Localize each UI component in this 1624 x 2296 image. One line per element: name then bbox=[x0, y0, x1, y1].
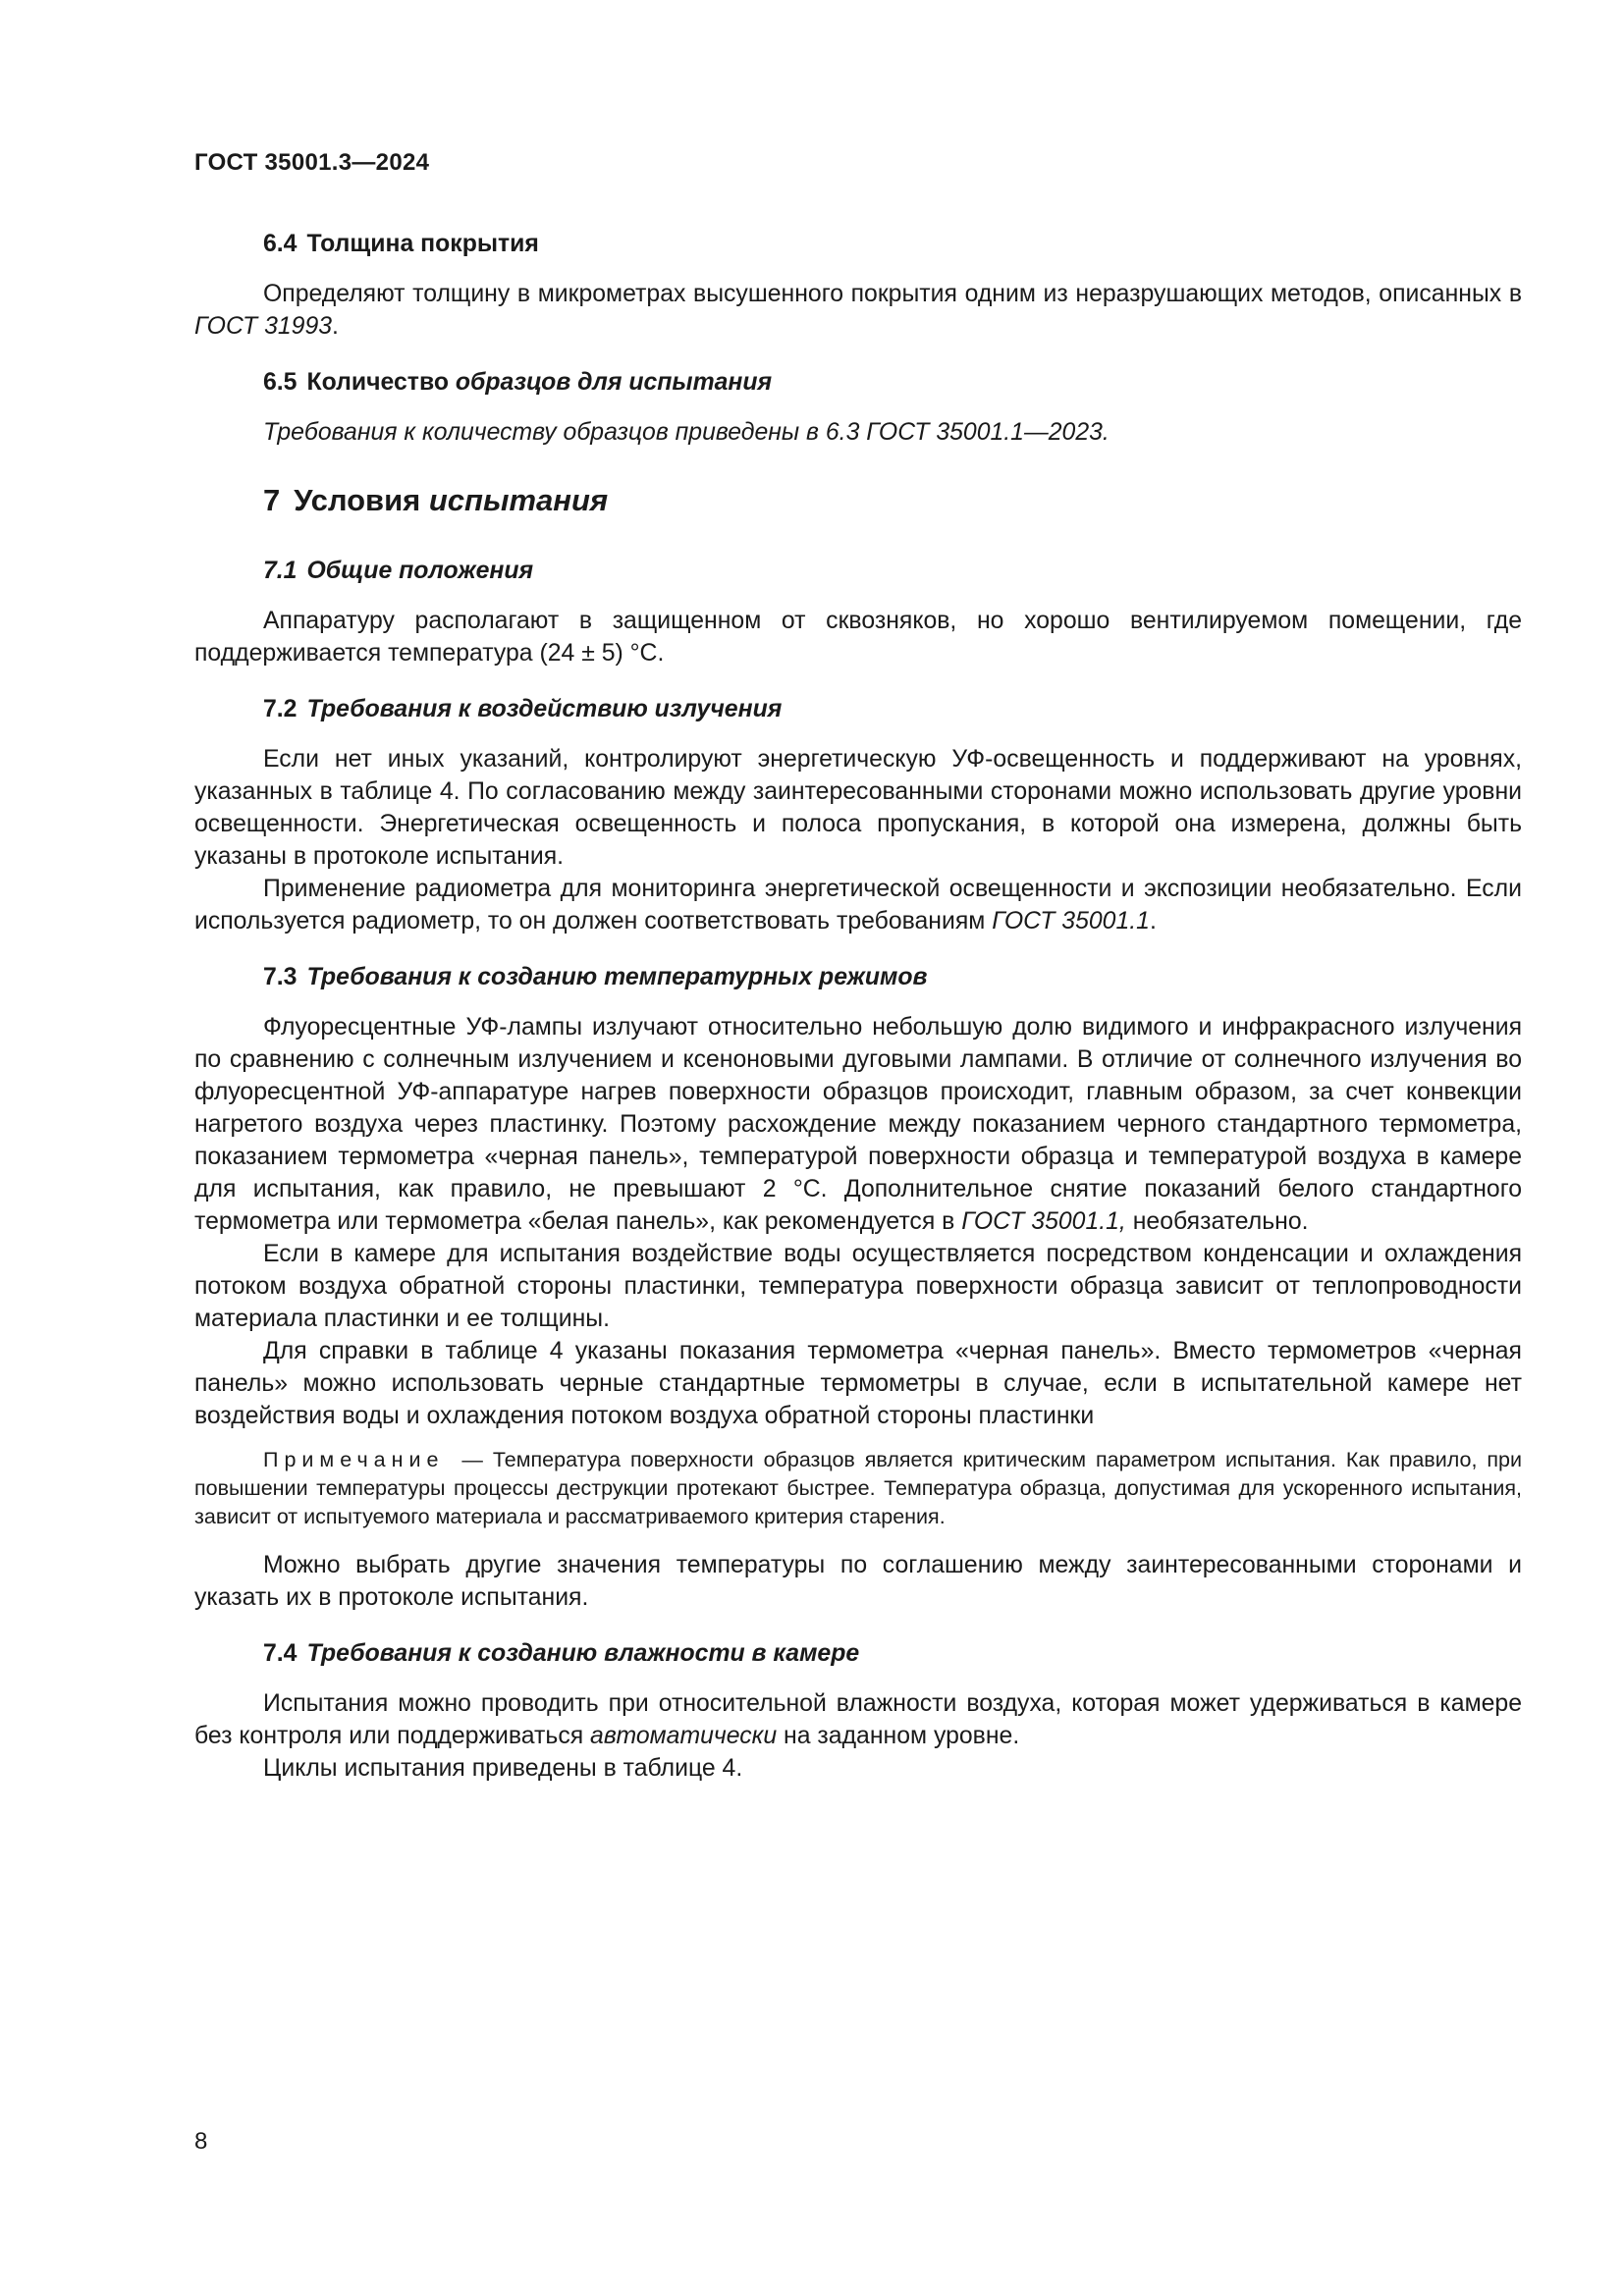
document-header: ГОСТ 35001.3—2024 bbox=[194, 149, 430, 176]
section-title: Количество bbox=[306, 369, 456, 396]
section-title-italic: образцов для испытания bbox=[455, 369, 773, 396]
paragraph-text: . bbox=[332, 313, 339, 340]
section-7-3-paragraph-3: Для справки в таблице 4 указаны показания термометра «черная панель». Вместо термометров «черная панель» можно использовать черные стандартные термометры в случае, если в испытательной камере нет воздействия воды и охлаждения потоком воздуха обратной стороны пластинки bbox=[194, 1338, 1522, 1429]
paragraph-text: Определяют толщину в микрометрах высушенного покрытия одним из неразрушающих методов, описанных в bbox=[263, 281, 1522, 307]
section-title: Требования к воздействию излучения bbox=[306, 696, 783, 722]
section-7-2-heading bbox=[263, 693, 1522, 725]
section-number: 7.3 bbox=[263, 964, 298, 990]
section-7-3-heading bbox=[263, 961, 1522, 993]
section-number: 7.4 bbox=[263, 1640, 298, 1667]
section-number: 7.2 bbox=[263, 696, 298, 722]
section-7-2-paragraph-2 bbox=[194, 873, 1522, 937]
section-number: 6.5 bbox=[263, 369, 298, 396]
section-6-5-heading bbox=[263, 366, 1522, 399]
section-7-3-paragraph-2: Если в камере для испытания воздействие воды осуществляется посредством конденсации и охлаждения потоком воздуха обратной стороны пластинки, температура поверхности образца зависит от теплопроводности материала пластинки и ее толщины. bbox=[194, 1241, 1522, 1332]
section-title: Толщина покрытия bbox=[306, 231, 539, 257]
section-title: Требования к созданию температурных режимов bbox=[306, 964, 928, 990]
section-7-1-heading bbox=[263, 555, 1522, 587]
paragraph-text: на заданном уровне. bbox=[777, 1723, 1020, 1749]
paragraph-text: Флуоресцентные УФ-лампы излучают относительно небольшую долю видимого и инфракрасного излучения по сравнению с солнечным излучением и ксеноновыми дуговыми лампами. В отличие от солнечного излучения во флуоресцентной УФ-аппаратуре нагрев поверхности образцов происходит, главным образом, за счет конвекции нагретого воздуха через пластинку. Поэтому расхождение между показанием черного стандартного термометра, показанием термометра «черная панель», температурой поверхности образца и температурой воздуха в камере для испытания, как правило, не превышают 2 °C. Дополнительное снятие показаний белого стандартного термометра или термометра «белая панель», как рекомендуется в bbox=[194, 1014, 1522, 1235]
standard-reference: ГОСТ 35001.1 bbox=[992, 908, 1150, 934]
section-title-italic: испытания bbox=[428, 483, 609, 517]
paragraph-text: Испытания можно проводить при относительной влажности воздуха, которая может удерживаться в камере без контроля или поддерживаться bbox=[194, 1690, 1522, 1749]
note-label: Примечание bbox=[263, 1448, 445, 1471]
page-number: 8 bbox=[194, 2128, 208, 2155]
section-title: Условия bbox=[294, 483, 429, 517]
section-7-4-heading bbox=[263, 1637, 1522, 1670]
note-text: — Температура поверхности образцов является критическим параметром испытания. Как правило, при повышении температуры процессы деструкции протекают быстрее. Температура образца, допустимая для ускоренного испытания, зависит от испытуемого материала и рассматриваемого критерия старения. bbox=[194, 1448, 1522, 1528]
section-6-4-heading bbox=[263, 228, 1522, 260]
emphasis-text: автоматически bbox=[590, 1723, 778, 1749]
section-7-3-paragraph-1 bbox=[194, 1011, 1522, 1238]
section-7-1-text: Аппаратуру располагают в защищенном от сквозняков, но хорошо вентилируемом помещении, где поддерживается температура (24 ± 5) °C. bbox=[194, 608, 1522, 667]
section-7-2-paragraph-1: Если нет иных указаний, контролируют энергетическую УФ-освещенность и поддерживают на уровнях, указанных в таблице 4. По согласованию между заинтересованными сторонами можно использовать другие уровни освещенности. Энергетическая освещенность и полоса пропускания, в которой она измерена, должны быть указаны в протоколе испытания. bbox=[194, 746, 1522, 870]
paragraph-text: Применение радиометра для мониторинга энергетической освещенности и экспозиции необязательно. Если используется радиометр, то он должен соответствовать требованиям bbox=[194, 876, 1522, 934]
document-body bbox=[194, 228, 1522, 1785]
standard-reference: ГОСТ 31993 bbox=[194, 313, 333, 340]
section-title: Требования к созданию влажности в камере bbox=[306, 1640, 860, 1667]
section-6-5-text: Требования к количеству образцов приведены в 6.3 ГОСТ 35001.1—2023. bbox=[263, 419, 1110, 446]
note bbox=[194, 1446, 1522, 1531]
section-title: Общие положения bbox=[306, 558, 534, 584]
paragraph-text: . bbox=[1149, 908, 1157, 934]
section-7-4-paragraph-1 bbox=[194, 1687, 1522, 1752]
section-number: 7 bbox=[263, 483, 281, 517]
section-7-4-paragraph-2: Циклы испытания приведены в таблице 4. bbox=[263, 1755, 743, 1782]
section-number: 6.4 bbox=[263, 231, 298, 257]
section-7-heading bbox=[263, 482, 1522, 519]
section-6-4-text bbox=[194, 278, 1522, 343]
standard-reference: ГОСТ 35001.1, bbox=[961, 1208, 1126, 1235]
section-number: 7.1 bbox=[263, 558, 298, 584]
paragraph-text: необязательно. bbox=[1125, 1208, 1309, 1235]
section-7-3-paragraph-4: Можно выбрать другие значения температуры по соглашению между заинтересованными сторонами и указать их в протоколе испытания. bbox=[194, 1552, 1522, 1611]
